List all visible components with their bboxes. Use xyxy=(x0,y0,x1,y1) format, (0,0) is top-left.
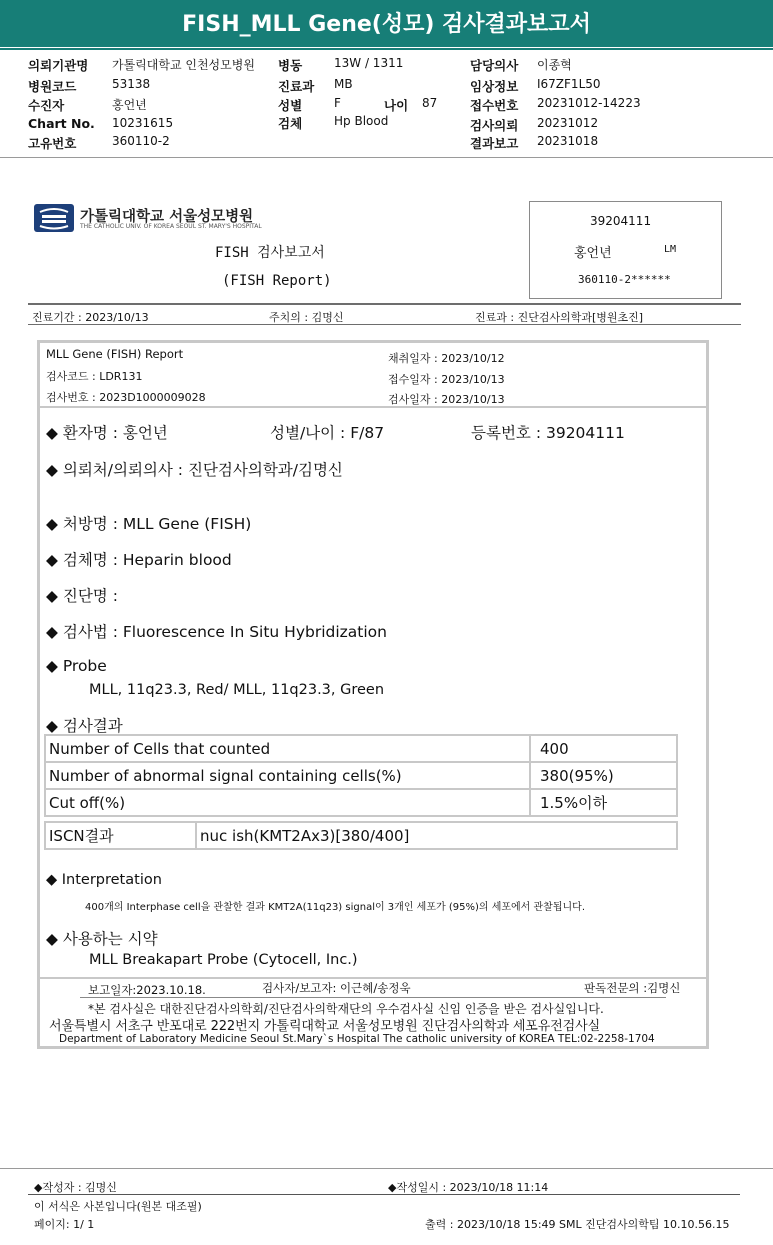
table-row xyxy=(45,822,677,849)
info-line-bottom xyxy=(28,324,741,325)
result-table xyxy=(44,734,678,817)
result-title: ◆ 검사결과 xyxy=(46,717,123,735)
clinical-info-value: I67ZF1L50 xyxy=(537,77,601,91)
hospital-code-label: 병원코드 xyxy=(28,79,77,94)
chart-no-label: Chart No. xyxy=(28,116,95,131)
result-value: 1.5%이하 xyxy=(530,789,677,816)
report-date-value: 20231018 xyxy=(537,134,599,148)
bottom-rule xyxy=(28,1194,740,1195)
test-number: 검사번호 : 2023D1000009028 xyxy=(46,391,206,404)
unique-no-value: 360110-2 xyxy=(112,134,170,148)
hospital-code-value: 53138 xyxy=(112,77,151,91)
copy-note: 이 서식은 사본입니다(원본 대조필) xyxy=(34,1200,202,1213)
certification-note: *본 검사실은 대한진단검사의학회/진단검사의학재단의 우수검사실 신임 인증을 받은 검사실입니다. xyxy=(88,1002,604,1016)
accession-value: 20231012-14223 xyxy=(537,96,641,110)
chart-no-value: 10231615 xyxy=(112,116,174,130)
probe-value: MLL, 11q23.3, Red/ MLL, 11q23.3, Green xyxy=(89,682,385,698)
collected-date: 채취일자 : 2023/10/12 xyxy=(388,352,505,365)
patient-box-id: 39204111 xyxy=(590,214,652,228)
patient-id-box xyxy=(529,201,722,299)
treatment-dept: 진료과 : 진단검사의학과[병원초진] xyxy=(475,311,644,324)
reagent-value: MLL Breakapart Probe (Cytocell, Inc.) xyxy=(89,952,358,968)
prescription-item: ◆ 처방명 : MLL Gene (FISH) xyxy=(46,515,252,533)
specialist: 판독전문의 :김명신 xyxy=(584,981,681,995)
referral-item: ◆ 의뢰처/의뢰의사 : 진단검사의학과/김명신 xyxy=(46,461,343,479)
doc-title: FISH 검사보고서 xyxy=(215,245,325,261)
iscn-value: nuc ish(KMT2Ax3)[380/400] xyxy=(196,822,677,849)
writer: ◆작성자 : 김명신 xyxy=(34,1181,117,1194)
table-row xyxy=(45,762,677,789)
received-date: 접수일자 : 2023/10/13 xyxy=(388,373,505,386)
iscn-table xyxy=(44,821,678,850)
footer-underline xyxy=(80,997,666,998)
tested-date: 검사일자 : 2023/10/13 xyxy=(388,393,505,406)
age-label: 나이 xyxy=(384,98,409,113)
written-datetime: ◆작성일시 : 2023/10/18 11:14 xyxy=(388,1181,549,1194)
specimen-item: ◆ 검체명 : Heparin blood xyxy=(46,551,232,569)
result-value: 380(95%) xyxy=(530,762,677,789)
header-divider xyxy=(0,157,773,158)
patient-name-item: ◆ 환자명 : 홍언년 xyxy=(46,424,168,442)
specimen-label: 검체 xyxy=(278,116,303,131)
report-name: MLL Gene (FISH) Report xyxy=(46,347,184,361)
info-line-top xyxy=(28,303,741,305)
patient-box-code: 360110-2****** xyxy=(578,273,671,286)
result-label: Cut off(%) xyxy=(45,789,530,816)
doctor-value: 이종혁 xyxy=(537,58,572,72)
patient-box-name: 홍언년 xyxy=(574,246,612,261)
patient-box-tag: LM xyxy=(664,244,677,255)
table-row xyxy=(45,735,677,762)
title-divider xyxy=(0,48,773,50)
bottom-divider xyxy=(0,1168,773,1169)
treatment-period: 진료기간 : 2023/10/13 xyxy=(32,311,149,324)
hospital-name: 가톨릭대학교 서울성모병원 xyxy=(80,209,254,225)
specimen-value: Hp Blood xyxy=(334,114,389,128)
print-info: 출력 : 2023/10/18 15:49 SML 진단검사의학팀 10.10.56.15 xyxy=(425,1218,730,1231)
interpretation-title: ◆ Interpretation xyxy=(46,872,162,888)
patient-label: 수진자 xyxy=(28,98,65,113)
sex-value: F xyxy=(334,96,341,110)
hospital-value: 가톨릭대학교 인천성모병원 xyxy=(112,58,255,72)
reagent-title: ◆ 사용하는 시약 xyxy=(46,930,158,948)
hospital-subname: THE CATHOLIC UNIV. OF KOREA SEOUL ST. MARY'S HOSPITAL xyxy=(80,223,262,230)
doctor-label: 담당의사 xyxy=(470,58,519,73)
sex-label: 성별 xyxy=(278,98,303,113)
probe-title: ◆ Probe xyxy=(46,657,107,675)
diagnosis-item: ◆ 진단명 : xyxy=(46,587,118,605)
department-contact: Department of Laboratory Medicine Seoul St.Mary`s Hospital The catholic university of KOREA TEL:02-2258-1704 xyxy=(59,1033,655,1045)
request-date-value: 20231012 xyxy=(537,116,599,130)
attending-doctor: 주치의 : 김명신 xyxy=(269,311,344,324)
lab-address: 서울특별시 서초구 반포대로 222번지 가톨릭대학교 서울성모병원 진단검사의학과 세포유전검사실 xyxy=(49,1019,601,1034)
age-value: 87 xyxy=(422,96,438,110)
footer-divider xyxy=(40,977,706,979)
reporters: 검사자/보고자: 이근혜/송정욱 xyxy=(262,981,411,995)
department-value: MB xyxy=(334,77,353,91)
interpretation-text: 400개의 Interphase cell을 관찰한 결과 KMT2A(11q23) signal이 3개인 세포가 (95%)의 세포에서 관찰됩니다. xyxy=(85,902,585,913)
registration-number-item: 등록번호 : 39204111 xyxy=(471,424,625,442)
iscn-label: ISCN결과 xyxy=(45,822,196,849)
accession-label: 접수번호 xyxy=(470,98,519,113)
test-code: 검사코드 : LDR131 xyxy=(46,370,143,383)
report-date: 보고일자:2023.10.18. xyxy=(88,983,206,997)
table-row xyxy=(45,789,677,816)
ward-value: 13W / 1311 xyxy=(334,56,404,70)
sex-age-item: 성별/나이 : F/87 xyxy=(270,424,385,442)
hospital-logo-icon xyxy=(34,204,74,232)
page-number: 페이지: 1/ 1 xyxy=(34,1218,95,1231)
clinical-info-label: 임상정보 xyxy=(470,79,519,94)
hospital-label: 의뢰기관명 xyxy=(28,58,89,73)
unique-no-label: 고유번호 xyxy=(28,136,77,151)
result-label: Number of abnormal signal containing cells(%) xyxy=(45,762,530,789)
report-title: FISH_MLL Gene(성모) 검사결과보고서 xyxy=(0,0,773,47)
department-label: 진료과 xyxy=(278,79,315,94)
doc-subtitle: (FISH Report) xyxy=(222,273,332,289)
result-value: 400 xyxy=(530,735,677,762)
meta-divider xyxy=(40,406,706,408)
patient-value: 홍언년 xyxy=(112,98,147,112)
method-item: ◆ 검사법 : Fluorescence In Situ Hybridization xyxy=(46,623,387,641)
request-date-label: 검사의뢰 xyxy=(470,118,519,133)
report-date-label: 결과보고 xyxy=(470,136,519,151)
result-label: Number of Cells that counted xyxy=(45,735,530,762)
ward-label: 병동 xyxy=(278,58,303,73)
